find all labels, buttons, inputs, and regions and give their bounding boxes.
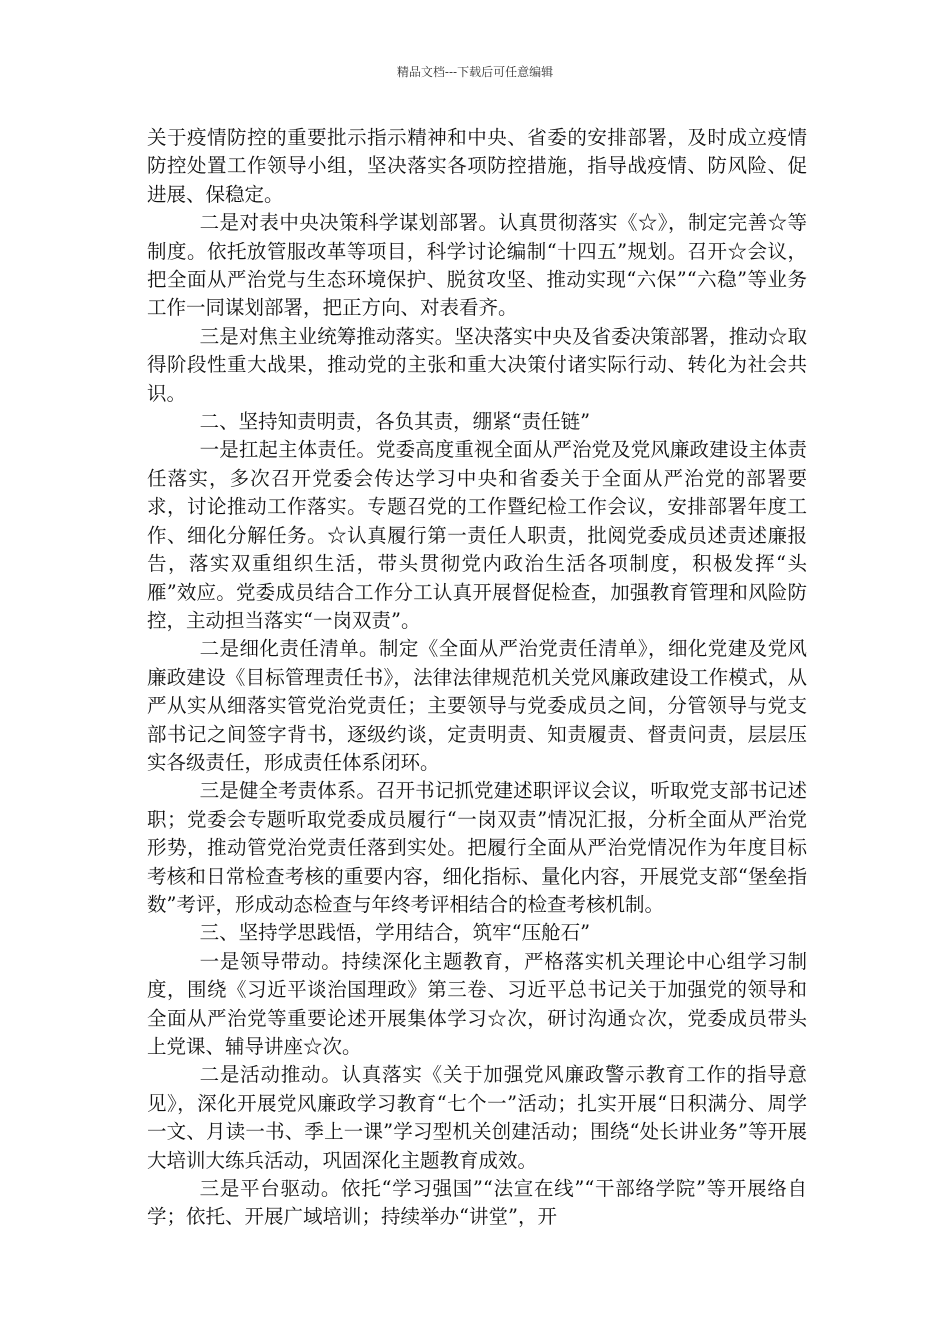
paragraph: 关于疫情防控的重要批示指示精神和中央、省委的安排部署，及时成立疫情防控处置工作领导小组，坚决落实各项防控措施，指导战疫情、防风险、促进展、保稳定。 [147,126,807,206]
paragraph: 三是平台驱动。依托“学习强国”“法宣在线”“干部络学院”等开展络自学；依托、开展广域培训；持续举办“讲堂”，开 [147,1177,807,1229]
section-heading: 二、坚持知责明责，各负其责，绷紧“责任链” [199,410,591,434]
paragraph: 三是对焦主业统筹推动落实。坚决落实中央及省委决策部署，推动☆取得阶段性重大战果，推动党的主张和重大决策付诸实际行动、转化为社会共识。 [147,324,807,405]
document-body [147,124,807,1232]
paragraph: 一是领导带动。持续深化主题教育，严格落实机关理论中心组学习制度，围绕《习近平谈治国理政》第三卷、习近平总书记关于加强党的领导和全面从严治党等重要论述开展集体学习☆次，研讨沟通☆次，党委成员带头上党课、辅导讲座☆次。 [147,949,807,1058]
paragraph: 一是扛起主体责任。党委高度重视全面从严治党及党风廉政建设主体责任落实，多次召开党委会传达学习中央和省委关于全面从严治党的部署要求，讨论推动工作落实。专题召党的工作暨纪检工作会议，安排部署年度工作、细化分解任务。☆认真履行第一责任人职责，批阅党委成员述责述廉报告，落实双重组织生活，带头贯彻党内政治生活各项制度，积极发挥“头雁”效应。党委成员结合工作分工认真开展督促检查，加强教育管理和风险防控，主动担当落实“一岗双责”。 [147,438,807,632]
section-heading: 三、坚持学思践悟，学用结合，筑牢“压舱石” [199,921,591,945]
paragraph: 二是细化责任清单。制定《全面从严治党责任清单》，细化党建及党风廉政建设《目标管理责任书》，法律法律规范机关党风廉政建设工作模式，从严从实从细落实管党治党责任；主要领导与党委成员之间，分管领导与党支部书记之间签字背书，逐级约谈，定责明责、知责履责、督责问责，层层压实各级责任，形成责任体系闭环。 [147,637,807,774]
page-header: 精品文档---下载后可任意编辑 [396,65,554,79]
paragraph: 三是健全考责体系。召开书记抓党建述职评议会议，听取党支部书记述职；党委会专题听取党委成员履行“一岗双责”情况汇报，分析全面从严治党形势，推动管党治党责任落到实处。把履行全面从严治党情况作为年度目标考核和日常检查考核的重要内容，细化指标、量化内容，开展党支部“堡垒指数”考评，形成动态检查与年终考评相结合的检查考核机制。 [147,779,807,916]
paragraph: 二是活动推动。认真落实《关于加强党风廉政警示教育工作的指导意见》，深化开展党风廉政学习教育“七个一”活动；扎实开展“日积满分、周学一文、月读一书、季上一课”学习型机关创建活动；围绕“处长讲业务”等开展大培训大练兵活动，巩固深化主题教育成效。 [147,1063,807,1172]
paragraph: 二是对表中央决策科学谋划部署。认真贯彻落实《☆》，制定完善☆等制度。依托放管服改革等项目，科学讨论编制“十四五”规划。召开☆会议，把全面从严治党与生态环境保护、脱贫攻坚、推动实现“六保”“六稳”等业务工作一同谋划部署，把正方向、对表看齐。 [147,211,807,320]
